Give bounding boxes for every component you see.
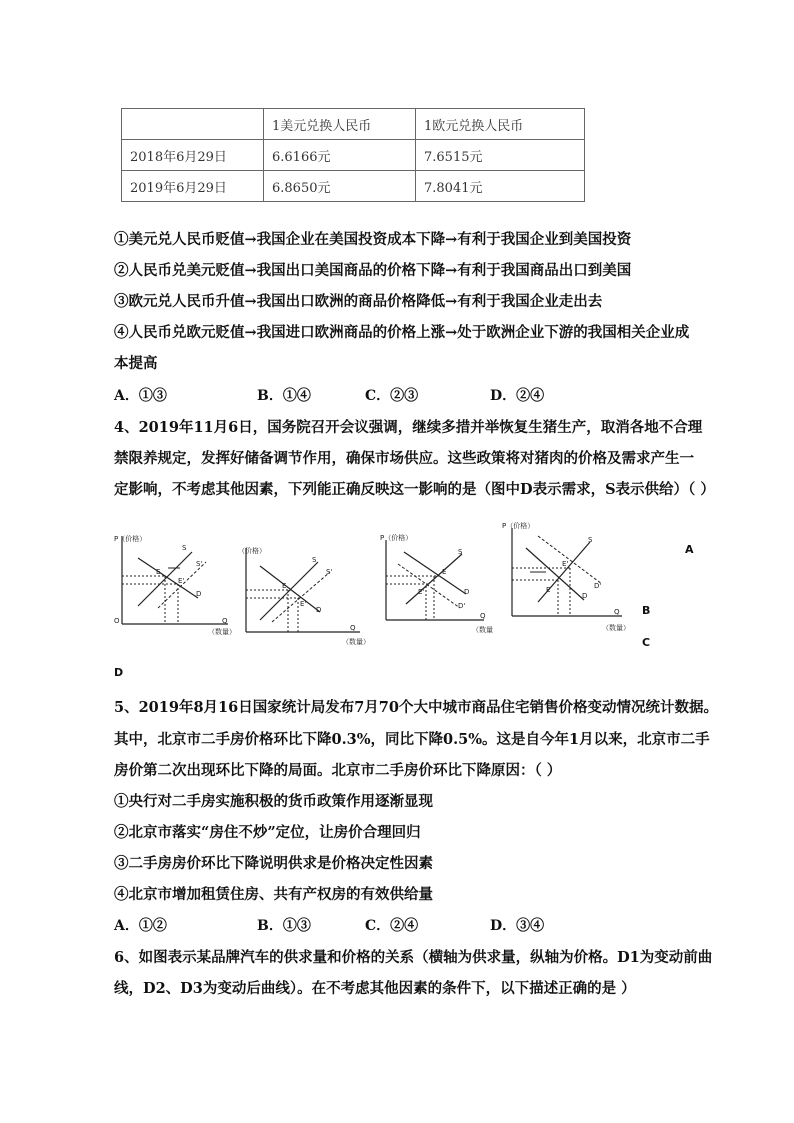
q4-question-line: 禁限养规定，发挥好储备调节作用，确保市场供应。这些政策将对猪肉的价格及需求产生一 [114, 450, 694, 467]
q5-statement: ④北京市增加租赁住房、共有产权房的有效供给量 [114, 886, 433, 903]
q5-option-c: C．②④ [365, 918, 419, 934]
supply-demand-graph-c [378, 528, 493, 640]
curve-label-d: D [316, 606, 322, 614]
axis-label-price: P（价格） [114, 535, 147, 543]
q3-statement: ③欧元兑人民币升值→我国出口欧洲的商品价格降低→有利于我国企业走出去 [114, 293, 603, 310]
table-cell-eur: 7.8041元 [416, 171, 585, 202]
table-cell-eur: 7.6515元 [416, 140, 585, 171]
demand-curve [138, 558, 198, 598]
curve-label-s: S [458, 548, 463, 556]
curve-label-d: D [582, 592, 588, 600]
curve-label-s: S [588, 536, 593, 544]
axis-label-quantity: （数量） [208, 628, 236, 636]
axis-label-quantity: （数量） [342, 638, 370, 646]
point-label-e: E [442, 568, 447, 576]
supply-demand-graph-d [498, 518, 630, 636]
axis-label-quantity: （数量 [472, 626, 493, 634]
q3-statement: ②人民币兑美元贬值→我国出口美国商品的价格下降→有利于我国商品出口到美国 [114, 262, 632, 279]
demand-curve [526, 548, 584, 600]
point-label-e: E [282, 582, 287, 590]
table-cell-usd: 6.6166元 [264, 140, 416, 171]
curve-label-s: S [182, 544, 187, 552]
curve-label-s2: S' [196, 560, 203, 568]
table-header-row [122, 109, 585, 140]
curve-label-d2: D' [458, 602, 466, 610]
table-header-cell [122, 109, 264, 140]
axis-label-price: P（价格） [502, 522, 535, 530]
axis-label-price: （价格） [238, 547, 266, 555]
table-row [122, 171, 585, 202]
table-header-cell: 1欧元兑换人民币 [416, 109, 585, 140]
curve-label-d2: D' [594, 582, 602, 590]
q5-question-line: 房价第二次出现环比下降的局面。北京市二手房价环比下降原因：（ ） [114, 762, 562, 779]
curve-label-d: D [196, 590, 202, 598]
axis-label-q: Q [222, 617, 228, 625]
curve-label-s2: S' [326, 568, 333, 576]
q5-statement: ③二手房房价环比下降说明供求是价格决定性因素 [114, 855, 433, 872]
supply-demand-graph-b [236, 540, 370, 652]
q3-statement: ①美元兑人民币贬值→我国企业在美国投资成本下降→有利于我国企业到美国投资 [114, 231, 632, 248]
choice-label-b: B [642, 604, 651, 617]
supply-curve [260, 562, 318, 620]
axis-label-q: Q [614, 608, 620, 616]
q3-statement: 本提高 [114, 355, 158, 372]
curve-label-s: S [312, 556, 317, 564]
q5-question-line: 其中，北京市二手房价格环比下降0.3%，同比下降0.5%。这是自今年1月以来，北京市二手 [114, 731, 710, 748]
axis-label-quantity: （数量） [602, 624, 630, 632]
demand-curve-shifted [398, 564, 460, 608]
q5-statement: ①央行对二手房实施积极的货币政策作用逐渐显现 [114, 793, 433, 810]
q6-question-line: 线，D2、D3为变动后曲线）。在不考虑其他因素的条件下，以下描述正确的是 ） [114, 980, 636, 997]
origin-label: O [114, 617, 120, 625]
table-row [122, 140, 585, 171]
axis-label-price: P（价格） [380, 534, 413, 542]
point-label-e2: E' [418, 588, 425, 596]
q3-option-d: D．②④ [490, 388, 545, 404]
q4-question-line: 4、2019年11月6日，国务院召开会议强调，继续多措并举恢复生猪生产，取消各地不合理 [114, 419, 703, 436]
point-label-e2: E' [178, 577, 185, 585]
q4-question-line: 定影响，不考虑其他因素，下列能正确反映这一影响的是（图中D表示需求，S表示供给）（ ） [114, 481, 715, 498]
table-cell-usd: 6.8650元 [264, 171, 416, 202]
choice-label-a: A [685, 543, 694, 556]
choice-label-c: C [642, 636, 651, 649]
axis-label-q: Q [350, 624, 356, 632]
supply-demand-graph-a [110, 528, 236, 640]
q5-option-d: D．③④ [490, 918, 545, 934]
curve-label-d: D [464, 588, 470, 596]
q3-option-b: B．①④ [257, 388, 311, 404]
q3-statement: ④人民币兑欧元贬值→我国进口欧洲商品的价格上涨→处于欧洲企业下游的我国相关企业成 [114, 324, 690, 341]
q6-question-line: 6、如图表示某品牌汽车的供求量和价格的关系（横轴为供求量，纵轴为价格。D1为变动前曲 [114, 949, 713, 966]
q5-option-b: B．①③ [257, 918, 311, 934]
choice-label-d: D [114, 666, 124, 679]
point-label-e: E [156, 568, 161, 576]
point-label-e2: E' [300, 600, 307, 608]
table-header-cell: 1美元兑换人民币 [264, 109, 416, 140]
exchange-rate-table [121, 108, 585, 202]
q5-statement: ②北京市落实“房住不炒”定位，让房价合理回归 [114, 824, 421, 841]
table-cell-date: 2018年6月29日 [122, 140, 264, 171]
table-cell-date: 2019年6月29日 [122, 171, 264, 202]
point-label-e: E [546, 586, 551, 594]
q3-option-c: C．②③ [365, 388, 419, 404]
axis-label-q: Q [480, 612, 486, 620]
q5-option-a: A．①② [114, 918, 167, 934]
q3-option-a: A．①③ [114, 388, 167, 404]
q5-question-line: 5、2019年8月16日国家统计局发布7月70个大中城市商品住宅销售价格变动情况统计数据。 [114, 699, 718, 716]
point-label-e2: E' [562, 560, 569, 568]
